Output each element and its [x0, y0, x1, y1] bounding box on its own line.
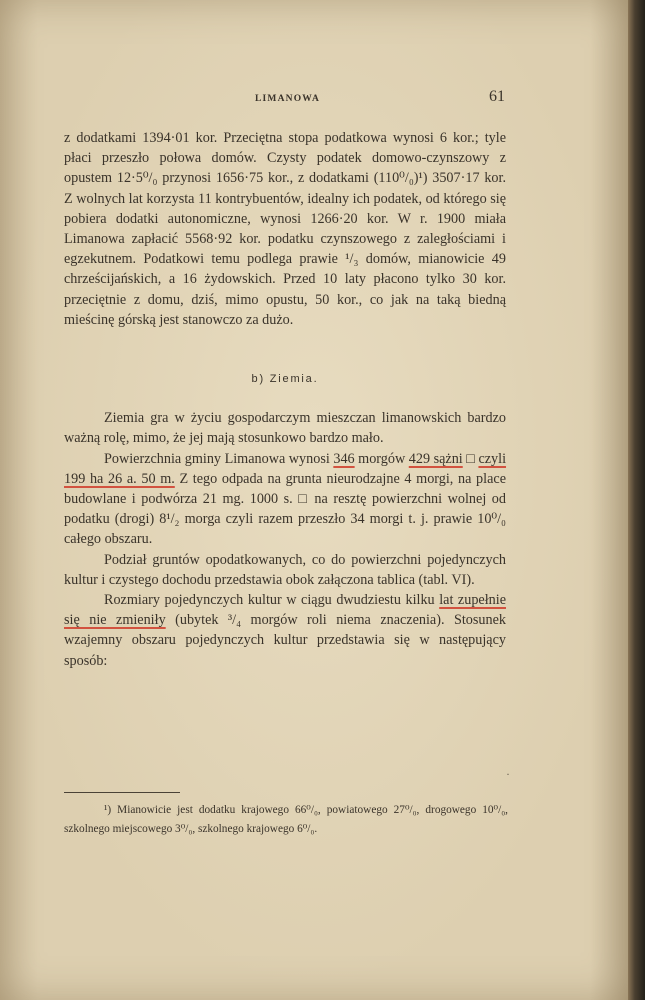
body-text — [64, 128, 506, 671]
underlined-unchanged: lat zupełnie się nie zmieniły — [64, 592, 506, 629]
footnote — [64, 801, 508, 838]
underlined-fathoms: 429 sążni — [408, 450, 463, 467]
area-text-end: Z tego odpada na grunta nieurodzajne 4 morgi, na place budowlane i podwórza 21 mg. 1000 s. □ na resztę powierzchni wolnej od podatku (drogi) 8¹/₂ morga czyli razem przeszło 34 morgi t. j. prawie 10⁰/₀ całego obszaru. — [64, 470, 506, 548]
underlined-morgs: 346 — [333, 450, 355, 467]
paragraph-cultures — [64, 590, 506, 671]
paragraph-table-reference: Podział gruntów opodatkowanych, co do powierzchni pojedynczych kultur i czystego dochodu przedstawia obok załączona tablica (tabl. VI). — [64, 551, 506, 588]
area-text-morgs: morgów — [354, 450, 409, 467]
footnote-rule — [64, 792, 180, 793]
paragraph-area — [64, 449, 506, 550]
area-text-square: □ — [462, 450, 479, 467]
cultures-text-start: Rozmiary pojedynczych kultur w ciągu dwudziestu kilku — [104, 592, 440, 609]
section-heading: b) Ziemia. — [251, 373, 319, 386]
paragraph-land-intro: Ziemia gra w życiu gospodarczym mieszczan limanowskich bardzo ważną rolę, mimo, że jej mają stosunkowo bardzo mało. — [64, 410, 506, 447]
underlined-hectares: czyli 199 ha 26 a. 50 m. — [64, 450, 507, 487]
area-text-start: Powierzchnia gminy Limanowa wynosi — [104, 450, 334, 467]
running-head: LIMANOWA — [255, 94, 321, 104]
page-number: 61 — [489, 88, 505, 105]
cultures-text-end: (ubytek ³/₄ morgów roli niema znaczenia). Stosunek wzajemny obszaru pojedynczych kultur przedstawia się w następujący sposób: — [64, 612, 506, 669]
footnote-text: ¹) Mianowicie jest dodatku krajowego 66⁰/₀, powiatowego 27⁰/₀, drogowego 10⁰/₀, szkolnego miejscowego 3⁰/₀, szkolnego krajowego 6⁰/₀. — [64, 804, 508, 835]
paragraph-tax-continuation: z dodatkami 1394·01 kor. Przeciętna stopa podatkowa wynosi 6 kor.; tyle płaci przeszło połowa domów. Czysty podatek domowo-czynszowy z opustem 12·5⁰/₀ przynosi 1656·75 kor., z dodatkami (110⁰/₀)¹) 3507·17 kor. Z wolnych lat korzysta 11 kontrybuentów, idealny ich podatek, od którego się pobiera dodatki autonomiczne, wynosi 1266·20 kor. W r. 1900 miała Limanowa zapłacić 5568·92 kor. podatku czynszowego z zaległościami i egzekutnem. Podatkowi temu podlega prawie ¹/₃ domów, mianowicie 49 chrześcijańskich, a 16 żydowskich. Przed 10 laty płacono tylko 30 kor. przeciętnie z domu, dziś, mimo opustu, 50 kor., co jak na taką biedną mieścinę górską jest stanowczo za dużo. — [64, 130, 506, 328]
pencil-mark: · — [506, 767, 510, 781]
book-edge — [628, 0, 645, 1000]
page-header — [65, 88, 505, 112]
